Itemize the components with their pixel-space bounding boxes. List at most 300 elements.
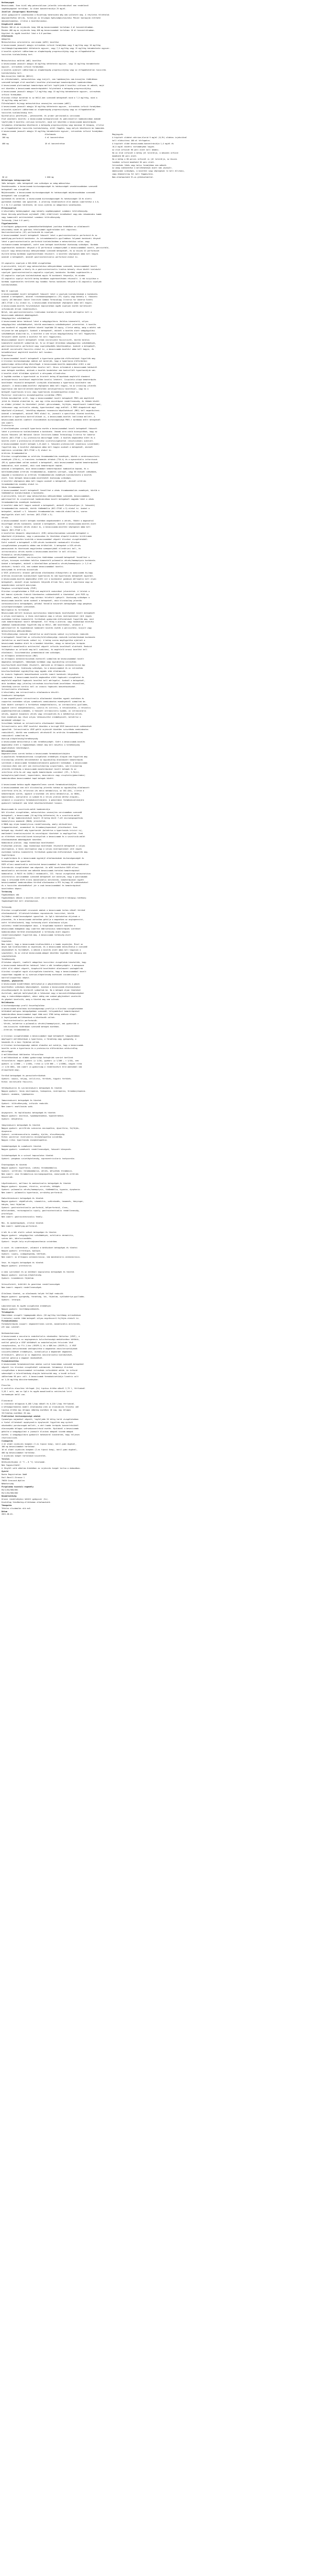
text-line: vagy a reakcióképességüket, akkor addig nem szabad gépjárművet vezetniük — [2, 995, 81, 997]
text-line: Az állkapocs osteonecrosisa (ONJ) — [2, 654, 38, 657]
text-line: Nagyon ritka: hypertoniás encephalopathia. — [2, 1139, 48, 1142]
text-line: Németország — [2, 1482, 14, 1485]
doc-section — [2, 2, 307, 11]
text-line: Vérképzőszervi és nyirokrendszeri betegségek és tünetek — [2, 1087, 62, 1090]
text-line: ezért feltételezhető, hogy terhesség alatt alkalmazva súlyos — [2, 921, 68, 924]
text-line: sipolyok (gastrointestinalis-vaginalis sipolyok) kockázata. Korábbi sugárkezelés a — [2, 271, 92, 274]
text-line: (< 1/10 000), nem ismert (a gyakoriság a rendelkezésre álló adatokból nem — [2, 1065, 82, 1068]
text-line: növekedését és fejlődését, a nőknek a kezelés alatt abba kell hagyniuk a — [2, 949, 81, 952]
text-line: A készítmény hatóanyagával vagy bármely segédanyagával szembeni túlérzékenység. — [2, 210, 89, 212]
column-header: Alkalmazás — [45, 133, 56, 135]
text-line: Légzőrendszeri, mellkasi és mediastinalis betegségek és tünetek — [2, 1182, 71, 1184]
text-line: kialakulásában. — [2, 283, 19, 286]
doc-section — [2, 1495, 307, 1504]
doc-section — [2, 35, 307, 75]
text-line: A klinikai biztonságossági adatok azt mutatják, hogy a hypertonia előfordulási — [2, 360, 88, 363]
text-line: daganatos betegeknél, többségük korábban vagy egyidejűleg intravénás — [2, 660, 77, 663]
text-line: alkalmazni. Szisztematikus premedikáció nem szükséges. — [2, 652, 61, 654]
table-cell: beadható 60 perc alatt. — [112, 155, 138, 157]
column-header: Megjegyzés — [112, 133, 124, 135]
text-line: GI-vaginalis sipolyok a GOG-0240 vizsgálatban — [2, 262, 52, 264]
text-line: események (CVA-k), a tranziens ischaemiás attakok (TIA-k) és a myocardialis infarctusok — [2, 458, 97, 461]
text-line: dózisfüggő. — [2, 1050, 14, 1053]
text-line: (MI-k) gyakoribbak voltak azoknál a betegeknél, akik bevacizumabot kaptak kemoterápiával — [2, 461, 98, 464]
text-line: alkalmazásának abbahagyását követően. — [2, 839, 43, 841]
section-heading: Dátum — [2, 1510, 8, 1513]
text-line: rendellenességeket figyeltek meg. A bevacizumab terhesség alatt — [2, 934, 71, 936]
text-line: 15 mg/ttkg adag mellett. — [2, 99, 28, 102]
text-line: dissectiók. — [2, 1176, 14, 1178]
text-line: 4 ml oldat injekciós üvegben (I-es típusú üveg), butil-gumi dugóval, — [2, 1443, 77, 1445]
text-line: Veleszületett, öröklött és genetikai rendellenességek — [2, 1283, 60, 1286]
text-line: A bevacizumab károsíthatja a nők termékenységét. Ezért a bevacizumab-kezelés — [2, 740, 85, 743]
doc-section — [2, 980, 307, 1002]
text-line: GI-vaginalis sipolyt észlelő beteg korábban sugárkezelésben részesült. A rák kiújulása a — [2, 277, 98, 280]
text-line: A készítmény nem intravitrealis alkalmazásra készült. — [2, 691, 60, 694]
doc-section — [2, 609, 307, 634]
text-line: kombinációban történő alkalmazásánál a terhesség alatt magzati — [2, 930, 70, 933]
text-line: alapján rutinszerűen kizárták a bevacizumabbal végzett klinikai vizsgálatokból. — [2, 538, 89, 540]
text-line: Gyakori: letargia. — [2, 1298, 22, 1301]
text-line: kombinációban bevacizumabot kapó több mint 5700 beteg adatain alapul. — [2, 1013, 78, 1016]
text-line: monoklonális antitestek nem adhatók bevacizumab-tartalmú kemoterápiával — [2, 869, 80, 872]
text-line: Laboratóriumi és egyéb vizsgálatok eredményei — [2, 1304, 52, 1307]
text-line: szenvedő betegek első vonalbeli kezelése platinaalapú kemoterápiával kombinációban. — [2, 81, 93, 83]
text-line: A bevacizumab javasolt adagja 7,5 mg/ttkg vagy 15 mg/ttkg háromhetente egyszer, intravénás — [2, 90, 101, 93]
text-line: interferon alfa-2a, erlotinib (és aktív metabolitja, az OSI-420), illetve a — [2, 789, 84, 792]
text-line: A bevacizumab javasolt adagja 10 mg/ttkg kéthetente egyszer, vagy 15 mg/ttkg háromhetente — [2, 63, 100, 65]
text-line: Tételes elszámolás alá eső. — [2, 1507, 31, 1510]
text-line: A kezelés ajánlott időtartama az alapbetegség progressziójáig vagy az elfogadhatatlan — [2, 109, 95, 111]
text-line: ATC kód: L01XC07. — [2, 1326, 21, 1329]
table-cell: Az első infúziót 90 perc alatt kell beadni. — [112, 148, 160, 151]
text-line: kezeléséhez szükséges képességeket. Azonban a bevacizumab alkalmazásakor — [2, 986, 81, 988]
text-line: szövődmények alakultak ki, a kezelést a seb teljes begyógyulásáig fel kell függeszteni. — [2, 332, 97, 335]
text-line: A bőr és a bőr alatti szövet betegségei és tünetei — [2, 1231, 57, 1233]
text-line: anamnézisben szereplő aneurysma. — [2, 584, 37, 587]
text-line: felsorolásra: nagyon gyakori (≥ 1/10), gyakori (≥ 1/100 – < 1/10), nem — [2, 1059, 79, 1062]
text-line: nephrosis szindróma (NCI-CTCAE v.3) alakul ki. — [2, 449, 53, 452]
text-line: Ritka: necrotizáló fasciitis. — [2, 1081, 33, 1083]
text-line: 3. vagy 4. fokozatú vérzés alakul ki, a bevacizumab-kezelést véglegesen abba kell — [2, 526, 91, 528]
text-line: kombinálva, mint azoknál, akik csak kemoterápiát kaptak. — [2, 464, 63, 467]
text-line: proctalgia. — [2, 1213, 14, 1215]
text-line: Az állkapocs osteonecrosisának eseteiről számoltak be bevacizumabbal kezelt — [2, 657, 84, 660]
text-line: férfibeteg esetében 20 nap. — [2, 1412, 31, 1414]
text-line: Nem ismert: epehólyag-perforáció. — [2, 1225, 38, 1228]
section-heading: Túladagolás — [2, 1311, 14, 1313]
table-cell: Intravénás lökés vagy bolus formájában nem adható. — [112, 164, 167, 166]
text-line: készítmény nevét és gyártási tételszámát egyértelműen kell rögzíteni. — [2, 228, 78, 231]
text-line: figyeltek meg. A kezelést véglegesen abba kell hagyni azoknál a betegeknél, akiknél — [2, 446, 93, 449]
text-line: biszfoszfonát-kezelésben részesült, amelynek az állkapocs osteonecrosisa egy — [2, 664, 85, 666]
text-line: Klinikai vizsgálatokban a PSZE-nek megfelelő reakciókat jelentettek. A leletek a — [2, 590, 90, 592]
text-line: Nem-kissejtes tüdőrák (NSCLC) — [2, 75, 33, 77]
text-line: Bevacizumab mellett bizonyos myelotoxikus kemoterápiás kezelésekkel kezelt betegeknél — [2, 612, 95, 614]
text-line: bevacizumab-kezelés ismételt elkezdésének biztonságossága PRES-t korábban átélt betegeknél — [2, 418, 101, 421]
text-line: Vesekárosodás: a bevacizumab biztonságosságát és hatásosságát vesekárosodásban szenvedő — [2, 185, 97, 188]
text-line: állapítható meg). — [2, 1069, 21, 1071]
text-line: Minden 100 ml-es injekciós üveg 100 mg bevacizumabot tartalmaz 4 ml koncentrátumban. — [2, 26, 94, 28]
table-cell: Amennyiben szükséges, a kezelést vagy véglegesen le kell állítani, — [112, 170, 185, 173]
doc-section — [2, 655, 307, 688]
text-line: kezeltekhez képest. — [2, 888, 23, 890]
column-header: Adag — [2, 133, 7, 135]
text-line: összefüggő vérzés kockázata. Azoknál a betegeknél, akiknél a bevacizumab-kezelés alatt — [2, 522, 96, 525]
text-line: alkalmazásáról. Állatkísérletekben reprodukciós toxicitást, köztük — [2, 912, 74, 914]
text-line: Általános tünetek, az alkalmazás helyén fellépő reakciók — [2, 1292, 63, 1295]
section-heading: Kiegészítő adatok — [2, 23, 21, 25]
text-line: Gyakori: tenyér-talp erythrodysaesthesia szindróma. — [2, 1240, 58, 1243]
text-line: az 1–10 mg/ttkg dózistartományban. — [2, 1378, 39, 1381]
text-line: hypertonia nem kontrollálható megfelelően antihipertenzív kezeléssel, vagy ha a — [2, 388, 89, 391]
text-line: Ovarium-elégtelenség/termékenység — [2, 737, 38, 740]
section-heading: Csomagolás — [2, 1439, 13, 1442]
text-line: - Vérzés, beleértve a pulmonalis vérzést/haemoptysist, ami gyakoribb a — [2, 1023, 79, 1025]
text-line: Vérzés — [2, 517, 8, 519]
text-line: A csont- és izomrendszer, valamint a kötőszövet betegségei és tünetei — [2, 1246, 78, 1249]
text-line: kezelés során a hypertonia és a proteinuria előfordulása valószínűleg — [2, 1047, 78, 1049]
text-line: Szoptatás — [2, 940, 12, 942]
section-heading: Farmakokinetika — [2, 1360, 19, 1362]
text-line: betegeknél nem vizsgálták. — [2, 195, 30, 197]
text-line: fogamzásgátlást kell alkalmazniuk. — [2, 900, 39, 903]
text-line: Nagyon gyakori: sebgyógyulási szövődmények, exfoliativ dermatitis, — [2, 1234, 74, 1236]
text-line: az elfogadhatatlan toxicitás kialakulásáig, attól függően, hogy melyik következik be hamarabb. — [2, 127, 105, 130]
text-line: haladéktalanul megfelelő kezelést kell kezdeni. — [2, 351, 54, 353]
text-line: betegek egy részénél még hypertoniát (beleértve a hypertoniás krízist is), — [2, 829, 83, 832]
text-line: A kezelés ajánlott időtartama az alapbetegség progressziójáig vagy az elfogadhatatlan toxicitás — [2, 69, 106, 71]
text-line: biszfoszfonátokat egyidejűleg vagy egymás után alkalmazzák. — [2, 670, 66, 672]
doc-section — [2, 569, 307, 587]
text-line: gyakorolt hatásáról nem lehet következtetéseket levonni. — [2, 802, 63, 804]
table-cell: Az adag csökkentése a mellékhatások miatt nem javasolt. — [112, 167, 173, 170]
text-line: időtartama 90 perc volt. A bevacizumab farmakokinetikája lineáris volt — [2, 1375, 79, 1378]
text-line: - Gastrointestinalis perforációk. — [2, 1020, 38, 1022]
text-line: egyszer, intravénás infúzió formájában. — [2, 66, 45, 68]
text-line: vörösvér) fordult elő, nem szabad bevacizumabbal kezelni. — [2, 566, 64, 568]
text-line: Kínai hörcsög petefészek sejtekből (CHO) előállított termékekkel vagy más rekombináns humán — [2, 213, 102, 215]
text-line: betegeknél, akiknél olyan kockázati tényezők állnak fenn, mint a hypertonia vagy az — [2, 581, 93, 584]
text-line: teljesen be nem gyógyult. Azoknál a betegeknél, akiknél a kezelés alatt sebgyógyulási — [2, 329, 95, 332]
text-line: humanizált monoklonális antitesttel végzett infúziós kezelésnél elvárható. Reakció — [2, 646, 92, 648]
doc-section — [2, 179, 307, 207]
text-line: kontrollcsoporthoz képest. — [2, 977, 30, 979]
text-line: valamint a ciszplatin farmakokinetikájára. A gemcitabin farmakokinetikájára — [2, 799, 84, 801]
text-line: metasztatikus méhnyakrákban. — [2, 630, 32, 633]
text-line: megőrzésének lehetőségeit. — [2, 747, 30, 749]
text-line: kimenetelű esetekről számoltak be. Ez az állapot általában sebgyógyulási szövődmények, — [2, 342, 96, 344]
text-line: receptoraihoz, az Flt-1-hez (VEGFR-1) és a KDR-hez (VEGFR-2). A VEGF — [2, 1345, 77, 1347]
doc-section — [2, 554, 307, 569]
doc-section — [2, 517, 307, 553]
text-line: Idegrendszeri betegségek és tünetek — [2, 1124, 40, 1126]
section-heading: Preklinikai biztonságossági adatok — [2, 1415, 41, 1417]
text-line: Nagyon gyakori: arthralgia, myalgia. — [2, 1249, 41, 1252]
text-line: emelkedett kreatininszintet és neurológiai tüneteket is megfigyeltek. Ezek — [2, 833, 83, 835]
text-line: Aneurysmák és artériás dissectiók — [2, 569, 38, 571]
text-line: képalkotó eljárással, lehetőleg mágneses rezonancia képalkotással (MRI) kell megerősíteni. — [2, 409, 101, 412]
text-line: Gastrointestinalis (GI) perforációk és sipolyok — [2, 231, 54, 234]
text-line: A kezelés alatt általában ajánlott a vérnyomás ellenőrzése. — [2, 372, 66, 375]
text-line: Immunrendszeri betegségek és tünetek — [2, 1099, 41, 1102]
text-line: Bevacizumab és szunitinib-malát kombinációja — [2, 808, 50, 810]
text-line: alatt. Ezen betegek bevacizumab-kezelésénél óvatosság szükséges. — [2, 477, 72, 479]
text-line: artériás dissectiók kialakulását hypertoniás és nem hypertoniás betegeknél egyaránt. — [2, 575, 94, 578]
doc-section — [2, 1511, 307, 1517]
text-line: összes fokozatú (US National Cancer Institute-Common Terminology Criteria for Adverse — [2, 434, 95, 436]
text-line: tartományán belül van. — [2, 1394, 26, 1396]
section-heading: Különleges betegcsoportok — [2, 179, 30, 182]
text-line: alacsonyabb átlagos szérumkoncentráció esetén. Nyulaknál a bevacizumab — [2, 1427, 79, 1430]
dose-table — [2, 133, 307, 179]
text-line: bal kamrai ejekciós frakció tünetmentes csökkenésétől a tünetekkel járó PSZE-ig — [2, 593, 89, 596]
text-line: Előrehaladott és/vagy metasztatikus vesesejtes carcinoma (mRCC) — [2, 103, 71, 105]
text-line: Nagyon gyakori: lázas neutropenia, leukopenia, neutropenia, thrombocytopenia. — [2, 1090, 87, 1093]
text-line: Túlérzékenységi reakciók (beleértve az anafilaxiás sokkot is)/infúziós reakciók — [2, 633, 89, 636]
text-line: Gyermekek és serdülők: a bevacizumab biztonságosságát és hatásosságát 18 év alatti — [2, 197, 92, 200]
text-line: korábbi sugárkezelés területén egy további fontos kockázati tényező a GI-vaginalis sipolyok — [2, 280, 102, 283]
text-line: A populációs farmakokinetikai vizsgálatok eredményei alapján nem figyeltek meg — [2, 756, 88, 758]
text-line: végzett tíz klinikai vizsgálatból származnak. Valamennyi klinikai — [2, 1366, 73, 1368]
text-line: A bevacizumab hatása egyéb daganatellenes szerek farmakokinetikájára — [2, 783, 77, 786]
text-line: Artériás thromboembolia — [2, 452, 27, 455]
table-cell: 100 mg — [2, 136, 9, 139]
text-line: Első vonalbeli kezelés: a bevacizumab karboplatinnal és paklitaxellel kombinációban adandó — [2, 118, 101, 121]
text-line: EU/1/04/300/001 — [2, 1488, 19, 1491]
text-line: GI-vaginalis sipolyok kialakulásának egyik fő kockázati tényezője, és minden — [2, 274, 85, 277]
text-line: Klinikai vizsgálatokban az artériás thromboemboliás események, köztük a cerebrovascularis — [2, 455, 100, 458]
text-line: megkezdése előtt a fogamzóképes nőkkel meg kell beszélni a termékenység — [2, 743, 80, 746]
text-line: akik korábban vagy jelenleg intravénás biszfoszfonát-kezelésben részesülnek, — [2, 682, 85, 685]
text-line: ezáltal gátolja a VEGF kötődését az endothelsejtek felszínén lévő — [2, 1342, 73, 1344]
doc-section — [2, 738, 307, 750]
text-line: Bevacizumabbal kezelt, nem-kissejtes tüdőrákban szenvedő betegeknél fennállhat a — [2, 556, 90, 559]
text-line: vizsgálatban a bevacizumabot intravénás infúzióként adták. Az infúzió — [2, 1369, 78, 1371]
text-line: - Artériás thromboembolia. — [2, 1029, 30, 1031]
text-line: megfigyelt mellékhatások a hypertonia, a fáradtság vagy gyengeség, a — [2, 1038, 77, 1041]
text-line: Ritka: posterior reversibilis encephalopathia szindróma. — [2, 1136, 63, 1139]
text-line: esetekben halálos kimenetelű) fertőzések gyakoribb előfordulását figyelték meg, mint — [2, 618, 94, 620]
text-line: esetekben halálos kimenetelű) fertőzések gyakoribb előfordulását figyelték meg. — [2, 851, 89, 853]
text-line: szoptatást, és az utolsó bevacizumab-adagot követően legalább hat hónapig nem — [2, 952, 87, 955]
text-line: A MAHA egy olyan haemolyticus rendellenesség, amely vörösvértest- — [2, 823, 73, 826]
text-line: EU/1/04/300/002 — [2, 1492, 19, 1494]
text-line: thromboemboliás esemény alakul ki. — [2, 483, 39, 485]
text-line: Nagyon gyakori: ovarium-elégtelenség. — [2, 1274, 43, 1277]
doc-section — [2, 11, 307, 23]
text-line: Ritkán beszámoltak arról, hogy a bevacizumabbal kezelt betegeknél PRES-nek megfelelő — [2, 397, 94, 399]
text-line: A bevacizumab farmakokinetikai adatai szolid tumorokban szenvedő betegekkel — [2, 1363, 84, 1365]
text-line: Interakciós vizsgálatokat nem végeztek. Az mCRC kezelésére EGFR elleni — [2, 866, 79, 869]
text-line: hagyni (NCI-CTCAE v.3). — [2, 529, 27, 531]
text-line: Hatásmechanizmus — [2, 1332, 20, 1335]
text-line: Gyakori: kismedencei fájdalom. — [2, 1277, 35, 1280]
text-line: Nem ismert: gastrointestinalis fekély. — [2, 1216, 44, 1218]
text-line: A mellékhatások az alábbi gyakorisági kategóriák szerint kerülnek — [2, 1056, 73, 1059]
text-line: fennálló hypertoniát megfelelően kezelni kell. Nincs információ a bevacizumab hatásáról — [2, 366, 97, 369]
text-line: Nem ismert, hogy a bevacizumab kiválasztódik-e a humán anyatejbe. Mivel az — [2, 943, 83, 945]
text-line: Fertőző betegségek és parazitafertőzések — [2, 1075, 46, 1077]
section-heading: Hatóanyagok — [2, 2, 14, 4]
text-line: sipoly (US National Cancer Institute Common Terminology Criteria for Adverse Events — [2, 299, 93, 301]
text-line: Gyakori: (artériás) thromboembolia, vérzés, mélyvénás thrombosis. — [2, 1170, 73, 1172]
table-cell: további infúzió beadható 30 perc alatt. — [112, 161, 156, 163]
text-line: 16 ml oldat injekciós üvegben (I-es típusú üveg), butil-gumi dugóval, — [2, 1449, 78, 1451]
text-line: Érbetegségek és tünetek — [2, 1164, 27, 1166]
doc-section — [2, 1458, 307, 1470]
text-line: folyamatos alkalmazása következik a betegség progressziójáig vagy maximum 15 hónapig, illetve — [2, 124, 104, 127]
section-heading: Terhesség — [2, 891, 12, 893]
table-cell: 30 ml — [2, 176, 8, 179]
doc-section — [2, 863, 307, 891]
text-line: kialakulásáig tart. — [2, 72, 23, 74]
text-line: csoportos esetekben súlyos szemészeti nemkívánatos eseményekről számoltak be. — [2, 701, 87, 703]
doc-section — [2, 103, 307, 115]
text-line: maradandó vakságot is. — [2, 719, 26, 721]
text-line: Emberekben vizsgált legmagasabb dózis (20 mg/ttkg testtömeg intravénásan — [2, 1314, 81, 1316]
doc-section — [2, 1054, 307, 1311]
text-line: reverzibilisek. — [2, 1436, 19, 1439]
text-line: Daganatellenes szerek hatása a bevacizumab farmakokinetikájára — [2, 753, 70, 755]
text-line: megismeréséhez kérjük, forduljon az Országos Egészségbiztosítási Pénzár honlapján elérhető — [2, 16, 101, 19]
text-line: Emésztőrendszeri betegségek és tünetek — [2, 1197, 44, 1200]
text-line: Klinikai vizsgálatokból nincsenek adatok a bevacizumab terhes nőknél történő — [2, 909, 85, 912]
text-line: Jelen gyógyszerre vonatkozóan a Bizottság határozata még nem született meg. A részletes feltételek — [2, 13, 110, 16]
text-line: fragmentációval, anaemiával és thrombocytopeniával jelentkezhet. Ezen — [2, 826, 78, 829]
section-heading: Figyelmeztetés — [2, 222, 18, 225]
text-line: Szisztémás hatások az intravitrealis alkalmazást követően — [2, 722, 64, 724]
text-line: nem ismert. — [2, 421, 14, 424]
doc-section — [2, 1360, 307, 1415]
text-line: ellenjavallt. — [2, 937, 16, 939]
text-line: Állatokon végzett, ismételt adagolású toxicitási vizsgálatok kimutatták, hogy — [2, 961, 87, 964]
text-line: Nem ismert: magzati rendellenességek. — [2, 1286, 43, 1289]
text-line: bevacizumab önmagában vagy ismerten embriotoxikus kemoterápiás szerekkel — [2, 927, 81, 930]
text-line: Idős betegek: idős betegeknél nem szükséges az adag módosítása. — [2, 182, 71, 185]
text-line: thromboemboliás események kockázata. — [2, 501, 41, 504]
text-line: és gépeket kezelniük, amíg a tünetek meg nem szűnnek. — [2, 998, 60, 1001]
text-line: A VEGF-jelátviteli útvonal gátlóinak alkalmazása elősegítheti az aneurysmák és/vagy — [2, 572, 93, 574]
text-line: vizsgálatokban prospektív módon nem értékelték. A betegeket a KIR-vérzés — [2, 544, 81, 547]
text-line: sebességét a tolerálhatóság alapján határozták meg, a kezdő infúzió — [2, 1372, 76, 1375]
text-line: Proteinuria — [2, 425, 14, 427]
text-line: gyakorisága valószínűleg dózisfüggő. A bevacizumab-kezelés megkezdése előtt a már — [2, 363, 91, 366]
text-line: Nagyon gyakori: anorexia, hypomagnesaemia, hyponatraemia. — [2, 1114, 64, 1117]
text-line: toxicitás kialakulásáig tart. — [2, 54, 33, 56]
section-heading: Tárolás — [2, 1458, 10, 1461]
section-heading: Mellékhatás — [2, 1001, 14, 1004]
text-line: 2 hetente) esetén több betegnél súlyos migrénszerű fejfájás alakult ki. — [2, 1317, 80, 1319]
text-line: A bevacizumab a vascularis endothelialis növekedési faktorhoz (VEGF), a — [2, 1335, 80, 1338]
doc-section — [2, 207, 307, 223]
text-line: Emil-Barell-Strasse 1 — [2, 1477, 25, 1479]
text-line: Az invazív fogászati beavatkozások szintén ismert kockázati tényezőnek — [2, 673, 79, 675]
text-line: A bevacizumabnak nem volt klinikailag jelentős hatása az egyidejűleg alkalmazott — [2, 786, 90, 789]
text-line: Roche Registration GmbH — [2, 1473, 27, 1476]
doc-section — [2, 1440, 307, 1459]
text-line: Events [NCI-CTCAE v.3]) proteinuria dózisfüggő lehet. A kezelés megkezdése előtt és a — [2, 437, 95, 439]
text-line: A kétkompartmentes modell alkalmazása után az eliminációs felezési idő — [2, 1406, 79, 1409]
text-line: EGFR elleni monoklonális antitestek bevacizumabbal és kemoterápiával kombinálva — [2, 863, 89, 866]
text-line: Hígítást és egyéb kezelést lásd a 6.6 pontban. — [2, 32, 53, 35]
text-line: Bevacizumab. Ezen kívül még potenciálisan jelentős interakcióval nem rendelkező — [2, 4, 89, 7]
doc-section — [2, 722, 307, 738]
text-line: úgymint steril endophthalmitis, uveitis és vitritis, a retinaleválás, a retinalis — [2, 707, 91, 709]
section-heading: Alkalmazás — [2, 35, 13, 38]
text-line: különböző malignus betegségekben szenvedő, túlnyomórészt kemoterápiával — [2, 1010, 80, 1013]
text-line: az alábbi jelekkel és tünetekkel járhat: görcsrohamok, fejfájás, megváltozott tudatállapot, — [2, 403, 102, 405]
text-line: beleértve a hypertonia kontrollálását is, a bevacizumab-kezelés leállítása mellett. A — [2, 415, 95, 418]
text-line: 100 mg bevacizumabot tartalmaz. — [2, 1446, 36, 1448]
text-line: kiújult vagy metasztatikus méhnyakrákban szenvedő betegeknél, és az összes GI perforációt — [2, 250, 100, 252]
text-line: Azokat a betegeket, akiknél a közelmúltban pulmonalis vérzés/haemoptysis (> 2,5 ml — [2, 563, 92, 565]
doc-section — [2, 940, 307, 959]
text-line: sebgyógyulási szövődményeket, köztük anastomosis-szövődményeket jelentettek. A kezelés — [2, 324, 96, 326]
text-line: clearance-ében nem volt sem statisztikailag szignifikáns, sem klinikailag — [2, 765, 82, 768]
text-line: Azoknál a betegeknél, akiknél PRES alakul ki, javasolt a specifikus tünetek kezelése, — [2, 412, 95, 415]
text-line: Nagyon gyakori: gyengeség, fáradtság, láz, fájdalom, nyálkahártya-gyulladás. — [2, 1295, 85, 1298]
section-heading: Támogatás — [2, 1504, 12, 1506]
table-cell: vagy átmenetileg fel kell függeszteni. — [112, 173, 154, 176]
table-cell: A hígított oldatot nátrium-klorid 9 mg/ml (0,9%) oldatos injekcióval — [112, 136, 187, 139]
text-line: kapecitabin, oxaliplatin (a szabad és a teljes platina mérése alapján), — [2, 795, 80, 798]
text-line: Tervezett műtét esetén a kezelést fel kell függeszteni. — [2, 335, 62, 338]
text-line: bélelzáródás, rectovaginalis sipoly, gastrointestinalis rendellenesség, — [2, 1210, 80, 1212]
doc-section — [2, 854, 307, 863]
text-line: A clearance átlagosan 0,188 l/nap nőknél és 0,220 l/nap férfiaknál. — [2, 1403, 76, 1405]
text-line: A nemi szervekkel és az emlőkkel kapcsolatos betegségek és tünetek — [2, 1271, 74, 1274]
text-line: Metasztatikus colorectalis carcinoma (mCRC) kezelése — [2, 41, 59, 44]
text-line: Nem ismert: anafilaxiás sokk. — [2, 1105, 33, 1108]
text-line: epehólyag-perforáció kockázata. Az intraabdominalis gyulladásos folyamat kockázati tényező — [2, 238, 101, 240]
text-line: biológiai aktivitásának semlegesítése a daganatok vascularisatiójának — [2, 1348, 78, 1350]
text-line: születési rendellenességeket okoz. A forgalomba hozatalt követően a — [2, 924, 76, 927]
section-heading: Javallat (Sárgarúgasi Bizottság) — [2, 10, 39, 13]
text-line: bevacizumab-kezelés során azoknál a betegeknél, akik klinikailag jelentős — [2, 599, 82, 602]
text-line: Gyakori: dehydratio. — [2, 1117, 24, 1120]
text-line: Bevacizumabbal kezelt betegeknél ritkán necrotizáló fasciitisről, köztük halálos — [2, 338, 90, 341]
text-line: Posterior reversibilis encephalopathia szindróma (PRES) — [2, 394, 62, 396]
doc-section — [2, 750, 307, 842]
text-line: A klinikai biztonságossági adatok elemzése azt mutatja, hogy a bevacizumab- — [2, 1044, 84, 1046]
text-line: Szívbetegségek és a szívvel kapcsolatos tünetek — [2, 1155, 54, 1157]
table-cell: Nem alkalmazható 5%-os glükózoldattal. — [112, 176, 154, 179]
section-heading: Forgalomba hozatali engedély — [2, 1485, 34, 1488]
text-line: betegeket, akiknél ≤ 3. fokozatú thromboemboliás reakciók alakultak ki, szoros — [2, 511, 88, 513]
text-line: Fogamzóképes nőknek a kezelés alatt (és a kezelést követő 6 hónapig) hatékony — [2, 897, 87, 900]
doc-section — [2, 1470, 307, 1486]
doc-section — [2, 1504, 307, 1511]
text-line: Epithelialis petefészek-, petevezeték- és primer peritonealis carcinoma — [2, 115, 80, 117]
text-line: Gyakori: anaemia, lymphopenia. — [2, 1093, 35, 1096]
text-line: Gyakori: cerebrovascularis esemény, ájulás, aluszékonyság. — [2, 1133, 65, 1136]
text-line: A bevacizumabbal kezelt betegeknél fokozott lehet a sipolyok kialakulásának a kockázata. — [2, 293, 98, 295]
section-heading: Rendelhetőség — [2, 1495, 16, 1497]
text-line: Gyakori: pangásos szívelégtelenség, supraventricularis tachycardia. — [2, 1158, 76, 1160]
text-line: Terhesség — [2, 906, 12, 909]
text-line: betegeknél nem vizsgálták. — [2, 189, 30, 191]
text-line: Adagolás — [2, 38, 11, 41]
text-line: tipikus értéke egy átlagos nőbeteg esetében 18 nap, egy átlagos — [2, 1409, 71, 1412]
doc-section — [2, 633, 307, 655]
text-line: Nagyon gyakori: testtömegcsökkenés. — [2, 1308, 40, 1310]
section-heading: Gyártó — [2, 1470, 9, 1473]
text-line: lehetőség szerint kerülni kell az invazív fogászati beavatkozásokat. — [2, 685, 77, 688]
text-line: kombinációban bevacizumabot kapó betegek között. — [2, 777, 55, 780]
text-line: A bevacizumab kismértékben befolyásolja a gépjárművezetéshez és a gépek — [2, 982, 80, 985]
text-line: gastrointestinalis perforáció vagy sipolyképződés következménye. Azoknál a betegeknél, — [2, 345, 96, 347]
